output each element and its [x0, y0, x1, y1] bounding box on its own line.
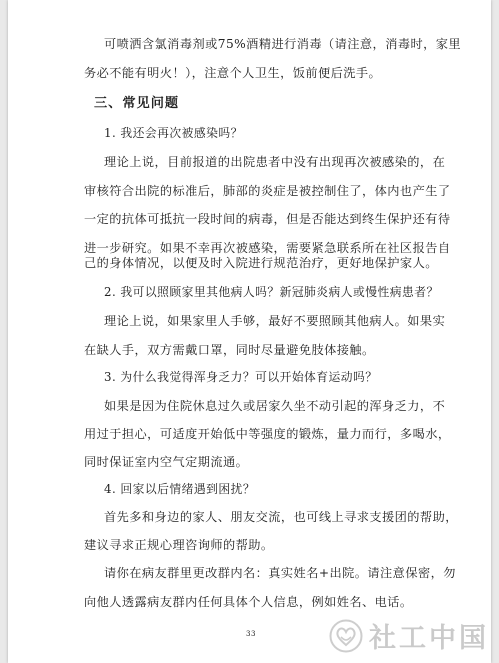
answer-1-line: 进一步研究。如果不幸再次被感染，需要紧急联系所在社区报告自 — [84, 241, 451, 255]
question-2: 2. 我可以照顾家里其他病人吗？新冠肺炎病人或慢性病患者？ — [104, 285, 439, 299]
answer-4-line: 首先多和身边的家人、朋友交流，也可线上寻求支援团的帮助， — [104, 510, 458, 524]
question-4: 4. 回家以后情绪遇到困扰？ — [104, 482, 256, 496]
watermark — [329, 616, 489, 655]
answer-2-line: 在缺人手，双方需戴口罩，同时尽量避免肢体接触。 — [84, 343, 375, 357]
answer-2-line: 理论上说，如果家里人手够，最好不要照顾其他病人。如果实 — [104, 314, 446, 328]
answer-3-line: 如果是因为住院休息过久或居家久坐不动引起的浑身乏力，不 — [104, 399, 446, 413]
answer-3-line: 用过于担心，可适度开始低中等强度的锻炼，量力而行，多喝水， — [84, 427, 451, 441]
answer-1-line: 理论上说，目前报道的出院患者中没有出现再次被感染的，在 — [104, 155, 446, 169]
closing-line: 请你在病友群里更改群内名：真实姓名+出院。请注意保密，勿 — [104, 566, 456, 580]
body-text-line: 务必不能有明火！），注意个人卫生，饭前便后洗手。 — [84, 66, 382, 80]
page-number: 33 — [246, 630, 256, 638]
answer-1-line: 己的身体情况，以便及时入院进行规范治疗，更好地保护家人。 — [84, 256, 438, 270]
answer-3-line: 同时保证室内空气定期流通。 — [84, 455, 249, 469]
document-page — [8, 0, 491, 663]
watermark-text: 社工中国 — [369, 623, 489, 654]
answer-1-line: 审核符合出院的标准后，肺部的炎症是被控制住了，体内也产生了 — [84, 184, 451, 198]
answer-4-line: 建议寻求正规心理咨询师的帮助。 — [84, 538, 274, 552]
section-heading: 三、常见问题 — [94, 96, 180, 111]
question-3: 3. 为什么我觉得浑身乏力？可以开始体育运动吗？ — [104, 370, 378, 384]
heart-hands-logo-icon — [329, 619, 363, 653]
body-text-line: 可喷洒含氯消毒剂或75%酒精进行消毒（请注意，消毒时，家里 — [104, 37, 462, 51]
answer-1-line: 一定的抗体可抵抗一段时间的病毒，但是否能达到终生保护还有待 — [84, 212, 451, 226]
question-1: 1. 我还会再次被感染吗？ — [104, 126, 243, 140]
closing-line: 向他人透露病友群内任何具体个人信息，例如姓名、电话。 — [84, 595, 413, 609]
